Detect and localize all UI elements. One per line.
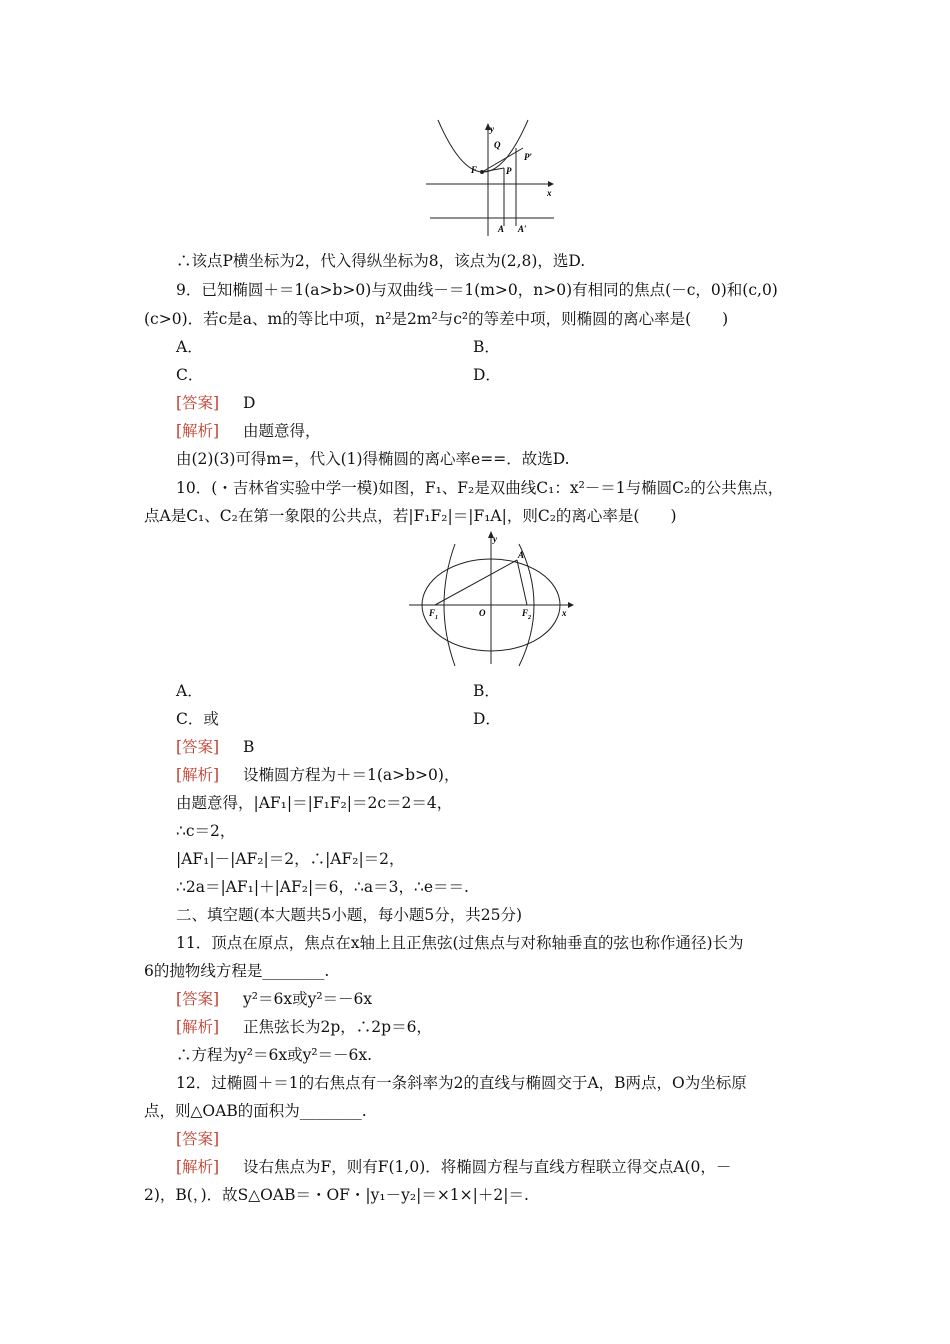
option-b: B． <box>473 682 500 700</box>
section-heading: 二、填空题(本大题共5小题，每小题5分，共25分) <box>176 906 523 924</box>
fig1-p-label: P <box>506 166 512 176</box>
text-line: 设右焦点为F，则有F(1,0)．将椭圆方程与直线方程联立得交点A(0，－ <box>243 1158 732 1176</box>
fig1-q-label: Q <box>494 140 501 150</box>
fig2-f2-label: $F_2$ <box>522 608 532 621</box>
answer-tag: [答案] <box>176 394 220 412</box>
fig2-a-label: A <box>518 550 525 560</box>
fig1-aprime-label: A′ <box>518 224 527 234</box>
answer-tag: [答案] <box>176 738 220 756</box>
fig2-o-label: O <box>479 608 486 618</box>
fig1-y-label: y <box>490 124 494 134</box>
text-line: 由题意得， <box>243 422 321 440</box>
text-line: 12．过椭圆＋＝1的右焦点有一条斜率为2的直线与椭圆交于A，B两点，O为坐标原 <box>176 1074 747 1092</box>
text-line: 6的抛物线方程是________. <box>144 962 330 980</box>
answer-value: y²＝6x或y²＝－6x <box>243 990 373 1008</box>
option-c: C．或 <box>176 710 219 728</box>
parabola-figure <box>420 118 560 240</box>
fig1-a-label: A <box>498 224 505 234</box>
text-line: 由题意得，|AF₁|＝|F₁F₂|＝2c＝2＝4， <box>176 794 453 812</box>
option-b: B． <box>473 338 500 356</box>
answer-tag: [答案] <box>176 1130 220 1148</box>
text-line: ∴c＝2， <box>176 822 236 840</box>
answer-tag: [答案] <box>176 990 220 1008</box>
analysis-tag: [解析] <box>176 422 220 440</box>
text-line: 设椭圆方程为＋＝1(a>b>0)， <box>243 766 460 784</box>
text-line: 正焦弦长为2p，∴2p＝6， <box>243 1018 432 1036</box>
text-line: 2)，B(，)．故S△OAB＝・OF・|y₁－y₂|＝×1×|＋2|＝. <box>144 1186 529 1204</box>
text-line: (c>0)．若c是a、m的等比中项，n²是2m²与c²的等差中项，则椭圆的离心率是( ) <box>144 310 729 328</box>
text-line: 11．顶点在原点，焦点在x轴上且正焦弦(过焦点与对称轴垂直的弦也称作通径)长为 <box>176 934 744 952</box>
analysis-tag: [解析] <box>176 1018 220 1036</box>
answer-value: B <box>243 738 255 756</box>
option-a: A． <box>176 338 203 356</box>
answer-value: D <box>243 394 256 412</box>
analysis-tag: [解析] <box>176 766 220 784</box>
text-line: ∴2a＝|AF₁|＋|AF₂|＝6，∴a＝3，∴e＝＝. <box>176 878 469 896</box>
option-d: D． <box>473 366 501 384</box>
analysis-tag: [解析] <box>176 1158 220 1176</box>
ellipse-hyperbola-figure <box>405 528 580 668</box>
option-a: A． <box>176 682 203 700</box>
fig2-y-label: y <box>493 534 497 544</box>
fig2-f1-label: $F_1$ <box>429 608 439 621</box>
fig1-f-label: F <box>471 165 478 175</box>
option-c: C． <box>176 366 204 384</box>
text-line: 点，则△OAB的面积为________. <box>144 1102 367 1120</box>
text-line: 9．已知椭圆＋＝1(a>b>0)与双曲线－＝1(m>0，n>0)有相同的焦点(－c，0)和(c,0) <box>176 281 778 299</box>
fig1-x-label: x <box>547 188 552 198</box>
text-line: |AF₁|－|AF₂|＝2，∴|AF₂|＝2， <box>176 850 405 868</box>
fig2-x-label: x <box>562 608 567 618</box>
text-line: 由(2)(3)可得m=，代入(1)得椭圆的离心率e==．故选D. <box>176 450 570 468</box>
text-line: 点A是C₁、C₂在第一象限的公共点，若|F₁F₂|＝|F₁A|，则C₂的离心率是( ) <box>144 507 677 525</box>
text-line: ∴该点P横坐标为2，代入得纵坐标为8，该点为(2,8)，选D. <box>176 252 586 270</box>
text-line: 10．(・吉林省实验中学一模)如图，F₁、F₂是双曲线C₁：x²－＝1与椭圆C₂的公共焦点， <box>176 479 784 497</box>
fig1-pprime-label: P′ <box>524 152 533 162</box>
option-d: D． <box>473 710 501 728</box>
text-line: ∴方程为y²＝6x或y²＝－6x. <box>176 1046 373 1064</box>
